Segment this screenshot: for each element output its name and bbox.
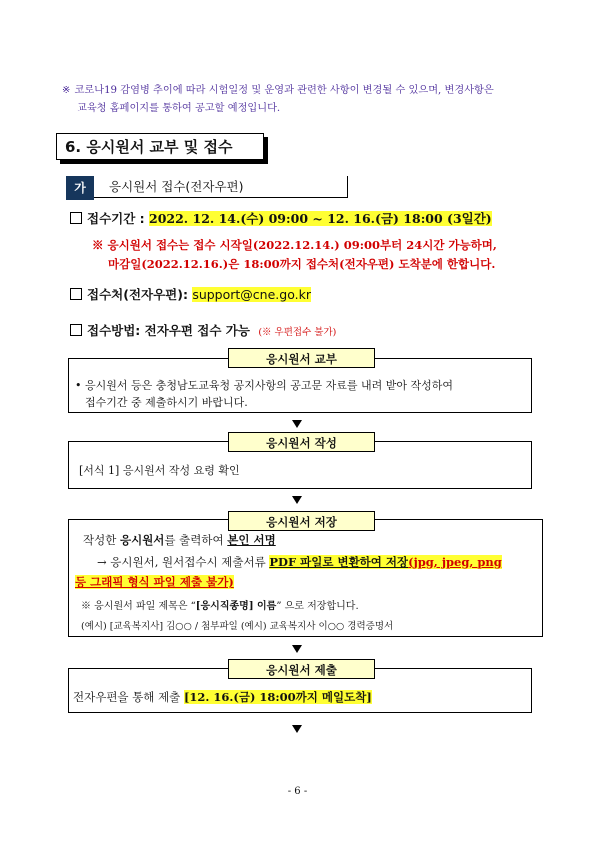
- step3-text: 작성한: [83, 533, 120, 547]
- step3-forbidden-1: (jpg, jpeg, png: [408, 555, 502, 569]
- flow-step2-title: 응시원서 작성: [228, 432, 375, 452]
- checkbox-square-icon: [70, 288, 82, 300]
- step3-line-2: [97, 554, 502, 571]
- checkbox-square-icon: [70, 212, 82, 224]
- method-row: [70, 322, 336, 342]
- period-label: 접수기간 :: [87, 211, 150, 226]
- down-arrow-icon: [292, 496, 302, 504]
- step4-deadline: [12. 16.(금) 18:00까지 메일도착]: [183, 690, 372, 704]
- step1-text-2: 접수기간 중 제출하시기 바랍니다.: [85, 396, 248, 409]
- step3-pdf: PDF 파일로 변환하여 저장: [269, 555, 409, 569]
- warning-line-2: 마감일(2022.12.16.)은 18:00까지 접수처(전자우편) 도착분에 한합니다.: [108, 257, 496, 271]
- place-row: [70, 286, 311, 304]
- step1-text-1: • 응시원서 등은 충청남도교육청 공지사항의 공고문 자료를 내려 받아 작성하여: [75, 379, 453, 392]
- down-arrow-icon: [292, 645, 302, 653]
- step3-signature: 본인 서명: [227, 533, 276, 547]
- down-arrow-icon: [292, 725, 302, 733]
- down-arrow-icon: [292, 420, 302, 428]
- step3-text: ” 으로 저장합니다.: [276, 601, 359, 612]
- notice-line-2: 교육청 홈페이지를 통하여 공고할 예정입니다.: [77, 103, 281, 114]
- section-title: 6. 응시원서 교부 및 접수: [56, 133, 264, 160]
- flow-step4-title: 응시원서 제출: [228, 659, 375, 679]
- step3-line-1: [83, 532, 276, 549]
- flow-step3-box: [68, 519, 543, 637]
- flow-step1-title: 응시원서 교부: [228, 348, 375, 368]
- subsection-badge: 가: [66, 176, 94, 200]
- step4-text: 전자우편을 통해 제출: [73, 690, 184, 704]
- period-warning: [92, 236, 552, 274]
- step3-emph: 응시원서: [119, 533, 165, 547]
- warning-line-1: ※ 응시원서 접수는 접수 시작일(2022.12.14.) 09:00부터 24시간 가능하며,: [92, 238, 497, 252]
- period-row: [70, 210, 492, 228]
- step3-line-3: [75, 574, 234, 591]
- step3-forbidden-2: 등 그래픽 형식 파일 제출 불가): [75, 575, 234, 589]
- place-email[interactable]: support@cne.go.kr: [192, 287, 311, 302]
- page-number: - 6 -: [287, 786, 308, 797]
- step2-text: [서식 1] 응시원서 작성 요령 확인: [79, 464, 240, 477]
- step3-filename: [응시직종명] 이름: [195, 601, 277, 612]
- step3-text: 를 출력하여: [164, 533, 228, 547]
- step3-line-4: [81, 598, 359, 615]
- step4-line: [73, 689, 372, 706]
- step3-line-5: (예시) [교육복지사] 김○○ / 첨부파일 (예시) 교육복지사 이○○ 경력증명서: [81, 621, 394, 632]
- method-note: (※ 우편접수 불가): [258, 327, 337, 338]
- flow-step3-title: 응시원서 저장: [228, 511, 375, 531]
- step3-text: ※ 응시원서 파일 제목은 “: [81, 601, 196, 612]
- step3-text: → 응시원서, 원서접수시 제출서류: [97, 555, 270, 569]
- subsection-label: 응시원서 접수(전자우편): [94, 176, 348, 198]
- method-label: 접수방법: 전자우편 접수 가능: [87, 323, 250, 338]
- notice-line-1: 코로나19 감염병 추이에 따라 시험일정 및 운영과 관련한 사항이 변경될 수 있으며, 변경사항은: [74, 85, 494, 96]
- checkbox-square-icon: [70, 324, 82, 336]
- place-label: 접수처(전자우편):: [87, 287, 193, 302]
- period-value: 2022. 12. 14.(수) 09:00 ~ 12. 16.(금) 18:00 (3일간): [149, 211, 492, 226]
- notice-mark: ※: [62, 85, 71, 96]
- covid-notice: [62, 82, 542, 118]
